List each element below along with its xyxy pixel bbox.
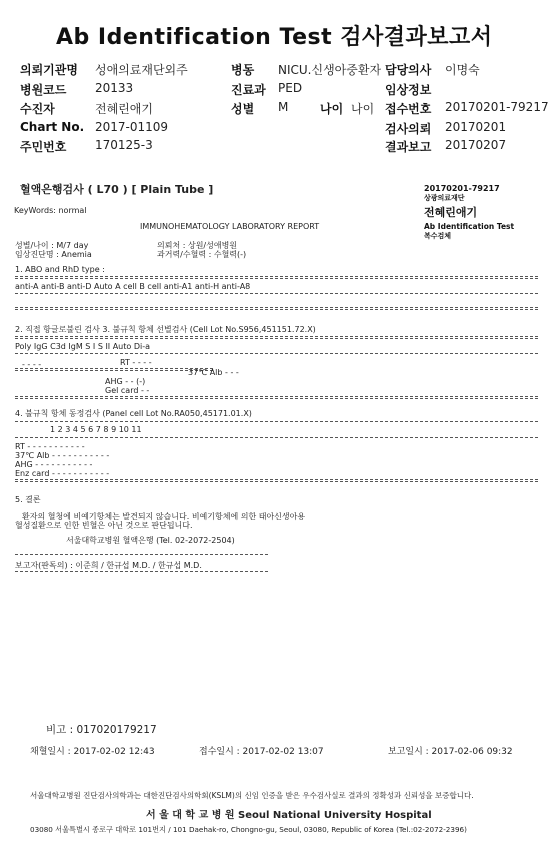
barcode-number: 비고 : 017020179217 (46, 724, 157, 736)
label-department: 진료과 (231, 83, 266, 97)
keywords: KeyWords: normal (14, 206, 87, 215)
section-conclusion-title: 5. 결론 (15, 495, 41, 504)
value-hospital-code: 20133 (95, 81, 134, 95)
screen-alb: 37℃ Alb - - - (188, 368, 239, 377)
report-time: 보고일시 : 2017-02-06 09:32 (388, 747, 513, 757)
label-chart-number: Chart No. (20, 120, 85, 134)
label-physician: 담당의사 (385, 63, 432, 77)
dat-columns: Poly IgG C3d IgM S I S II Auto Di-a (15, 342, 150, 351)
conclusion-line-2: 혈성질환으로 인한 빈혈은 아닌 것으로 판단됩니다. (15, 521, 193, 530)
requester: 의뢰처 : 상원/성애병원 (157, 241, 238, 250)
label-report-date: 결과보고 (385, 140, 432, 154)
panel-cell-numbers: 1 2 3 4 5 6 7 8 9 10 11 (50, 425, 142, 434)
value-physician: 이명숙 (445, 63, 480, 77)
divider (15, 307, 538, 310)
screen-ahg: AHG - - (-) (105, 377, 146, 386)
label-request-date: 검사의뢰 (385, 122, 432, 136)
hospital-address: 03080 서울특별시 종로구 대학로 101번지 / 101 Daehak-ro, Chongno-gu, Seoul, 03080, Republic of Korea (Tel.:02-2072-2396) (30, 825, 467, 834)
value-department: PED (278, 81, 303, 95)
page-title: Ab Identification Test 검사결과보고서 (56, 25, 493, 50)
label-requesting-institution: 의뢰기관명 (20, 63, 78, 77)
label-ward: 병동 (231, 63, 255, 77)
hospital-name: 서 울 대 학 교 병 원 Seoul National University Hospital (146, 810, 432, 821)
specimen-label (424, 184, 544, 241)
stamp-accession: 20170201-79217 (424, 184, 500, 193)
label-age: 나이 (320, 102, 344, 116)
section-panel-title: 4. 불규칙 항체 동정검사 (Panel cell Lot No.RA050,45171.01.X) (15, 409, 252, 418)
divider (15, 554, 268, 555)
divider (15, 479, 538, 482)
value-sex: M (278, 100, 289, 114)
blood-bank-signature: 서울대학교병원 혈액은행 (Tel. 02-2072-2504) (66, 536, 235, 545)
stamp-institution: 상광의료재단 (424, 194, 465, 202)
sex-age: 성별/나이 : M/7 day (15, 241, 89, 250)
collection-time: 채혈일시 : 2017-02-02 12:43 (30, 747, 155, 757)
value-ward: NICU.신생아중환자 (278, 63, 382, 77)
panel-row-enz: Enz card - - - - - - - - - - - (15, 469, 110, 478)
abo-columns: anti-A anti-B anti-D Auto A cell B cell anti-A1 anti-H anti-A8 (15, 282, 251, 291)
label-accession-number: 접수번호 (385, 102, 432, 116)
screen-gel: Gel card - - (105, 386, 150, 395)
value-accession-number: 20170201-79217 (445, 100, 549, 114)
label-clinical-info: 임상정보 (385, 83, 432, 97)
stamp-note: 복수검체 (424, 232, 452, 240)
divider (15, 293, 538, 294)
value-chart-number: 2017-01109 (95, 120, 169, 134)
report-heading: 혈액은행검사 ( L70 ) [ Plain Tube ] (20, 183, 214, 196)
transfusion-history: 과거력/수혈력 : 수혈력(-) (157, 250, 247, 259)
divider (15, 368, 213, 371)
section-dat-screen-title: 2. 직접 항글로불린 검사 3. 불규칙 항체 선별검사 (Cell Lot No.S956,451151.72.X) (15, 325, 316, 334)
divider (15, 353, 538, 354)
divider (15, 421, 538, 422)
screen-rt: RT - - - - (120, 358, 152, 367)
divider (15, 571, 268, 572)
value-request-date: 20170201 (445, 120, 507, 134)
value-requesting-institution: 성애의료재단외주 (95, 63, 188, 77)
panel-row-rt: RT - - - - - - - - - - - (15, 442, 85, 451)
divider (15, 437, 538, 438)
receipt-time: 접수일시 : 2017-02-02 13:07 (199, 747, 324, 757)
stamp-patient-name: 전혜린애기 (424, 206, 478, 219)
value-report-date: 20170207 (445, 138, 507, 152)
dat-results: - - - - (22, 360, 42, 369)
panel-row-alb: 37℃ Alb - - - - - - - - - - - (15, 451, 110, 460)
lab-report-title: IMMUNOHEMATOLOGY LABORATORY REPORT (140, 222, 320, 231)
label-patient: 수진자 (20, 102, 55, 116)
divider (15, 396, 538, 399)
label-hospital-code: 병원코드 (20, 83, 67, 97)
label-resident-number: 주민번호 (20, 140, 67, 154)
panel-row-ahg: AHG - - - - - - - - - - - (15, 460, 93, 469)
diagnosis: 임상진단명 : Anemia (15, 250, 92, 259)
conclusion-line-1: 환자의 혈청에 비예기항체는 발견되지 않습니다. 비예기항체에 의한 태아신생아용 (22, 512, 306, 521)
value-age: 나이 (351, 102, 375, 116)
divider (15, 276, 538, 279)
value-resident-number: 170125-3 (95, 138, 153, 152)
divider (15, 336, 538, 339)
stamp-test-name: Ab Identification Test (424, 222, 515, 231)
reporter: 보고자(판독의) : 이준희 / 한규섭 M.D. / 한규섭 M.D. (15, 561, 202, 570)
label-sex: 성별 (231, 102, 255, 116)
section-abo-title: 1. ABO and RhD type : (15, 265, 105, 274)
value-patient: 전혜린애기 (95, 102, 153, 116)
certification-notice: 서울대학교병원 진단검사의학과는 대한진단검사의학회(KSLM)의 신임 인증을 받은 우수검사실로 결과의 정확성과 신뢰성을 보증합니다. (30, 791, 474, 800)
